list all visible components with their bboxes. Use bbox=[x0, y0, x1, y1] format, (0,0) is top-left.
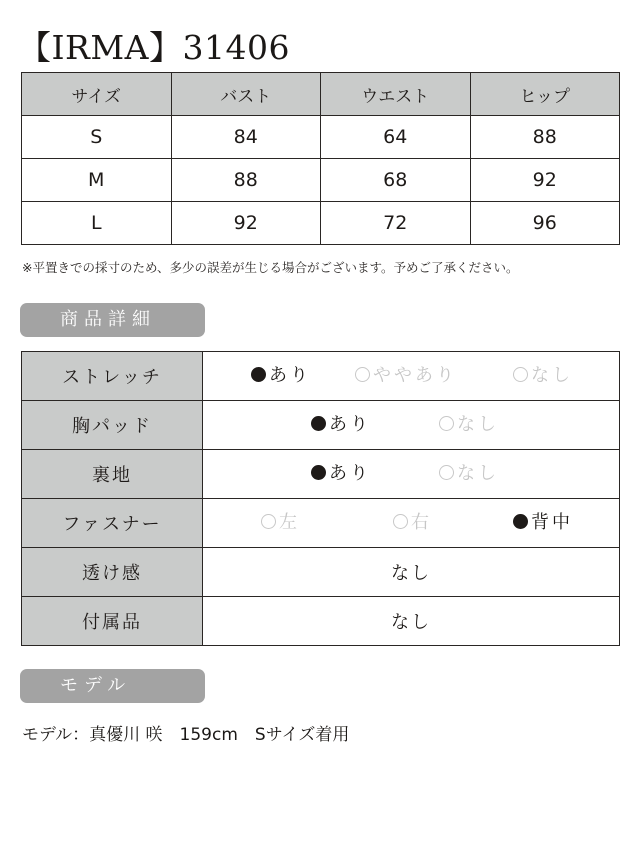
bust-cell: 84 bbox=[171, 116, 321, 159]
zipper-option-right: 右 bbox=[393, 499, 432, 547]
waist-cell: 64 bbox=[321, 116, 471, 159]
header-waist: ウエスト bbox=[321, 73, 471, 116]
size-cell: L bbox=[22, 202, 172, 245]
size-table-header-row bbox=[22, 73, 620, 116]
size-row-m bbox=[22, 159, 620, 202]
detail-row-accessories bbox=[22, 597, 620, 646]
waist-cell: 72 bbox=[321, 202, 471, 245]
empty-circle-icon bbox=[439, 465, 454, 480]
size-row-l bbox=[22, 202, 620, 245]
lining-label: 裏地 bbox=[22, 450, 203, 499]
stretch-options bbox=[203, 352, 620, 401]
hip-cell: 92 bbox=[470, 159, 620, 202]
bust-cell: 92 bbox=[171, 202, 321, 245]
details-table bbox=[21, 351, 620, 646]
zipper-label: ファスナー bbox=[22, 499, 203, 548]
filled-circle-icon bbox=[513, 514, 528, 529]
empty-circle-icon bbox=[261, 514, 276, 529]
padding-option-yes: あり bbox=[311, 401, 371, 449]
stretch-option-somewhat: ややあり bbox=[355, 352, 457, 400]
padding-options bbox=[203, 401, 620, 450]
measurement-note: ※平置きでの採寸のため、多少の誤差が生じる場合がございます。予めご了承ください。 bbox=[22, 260, 519, 275]
bust-cell: 88 bbox=[171, 159, 321, 202]
size-cell: S bbox=[22, 116, 172, 159]
stretch-label: ストレッチ bbox=[22, 352, 203, 401]
model-info: モデル：真優川 咲 159cm Sサイズ着用 bbox=[22, 725, 350, 745]
empty-circle-icon bbox=[355, 367, 370, 382]
filled-circle-icon bbox=[311, 416, 326, 431]
header-size: サイズ bbox=[22, 73, 172, 116]
stretch-option-yes: あり bbox=[251, 352, 311, 400]
waist-cell: 68 bbox=[321, 159, 471, 202]
padding-label: 胸パッド bbox=[22, 401, 203, 450]
empty-circle-icon bbox=[393, 514, 408, 529]
product-title: 【IRMA】31406 bbox=[18, 28, 290, 67]
hip-cell: 96 bbox=[470, 202, 620, 245]
empty-circle-icon bbox=[513, 367, 528, 382]
lining-option-yes: あり bbox=[311, 450, 371, 498]
header-hip: ヒップ bbox=[470, 73, 620, 116]
header-bust: バスト bbox=[171, 73, 321, 116]
size-cell: M bbox=[22, 159, 172, 202]
lining-options bbox=[203, 450, 620, 499]
sheer-value: なし bbox=[203, 548, 620, 597]
zipper-option-back: 背中 bbox=[513, 499, 573, 547]
filled-circle-icon bbox=[311, 465, 326, 480]
detail-row-stretch bbox=[22, 352, 620, 401]
hip-cell: 88 bbox=[470, 116, 620, 159]
details-section-header: 商品詳細 bbox=[20, 303, 205, 337]
accessories-value: なし bbox=[203, 597, 620, 646]
size-row-s bbox=[22, 116, 620, 159]
zipper-options bbox=[203, 499, 620, 548]
detail-row-sheer bbox=[22, 548, 620, 597]
stretch-option-no: なし bbox=[513, 352, 573, 400]
accessories-label: 付属品 bbox=[22, 597, 203, 646]
detail-row-padding bbox=[22, 401, 620, 450]
sheer-label: 透け感 bbox=[22, 548, 203, 597]
padding-option-no: なし bbox=[439, 401, 499, 449]
size-table bbox=[21, 72, 620, 245]
model-section-header: モデル bbox=[20, 669, 205, 703]
detail-row-lining bbox=[22, 450, 620, 499]
empty-circle-icon bbox=[439, 416, 454, 431]
detail-row-zipper bbox=[22, 499, 620, 548]
lining-option-no: なし bbox=[439, 450, 499, 498]
zipper-option-left: 左 bbox=[261, 499, 300, 547]
filled-circle-icon bbox=[251, 367, 266, 382]
